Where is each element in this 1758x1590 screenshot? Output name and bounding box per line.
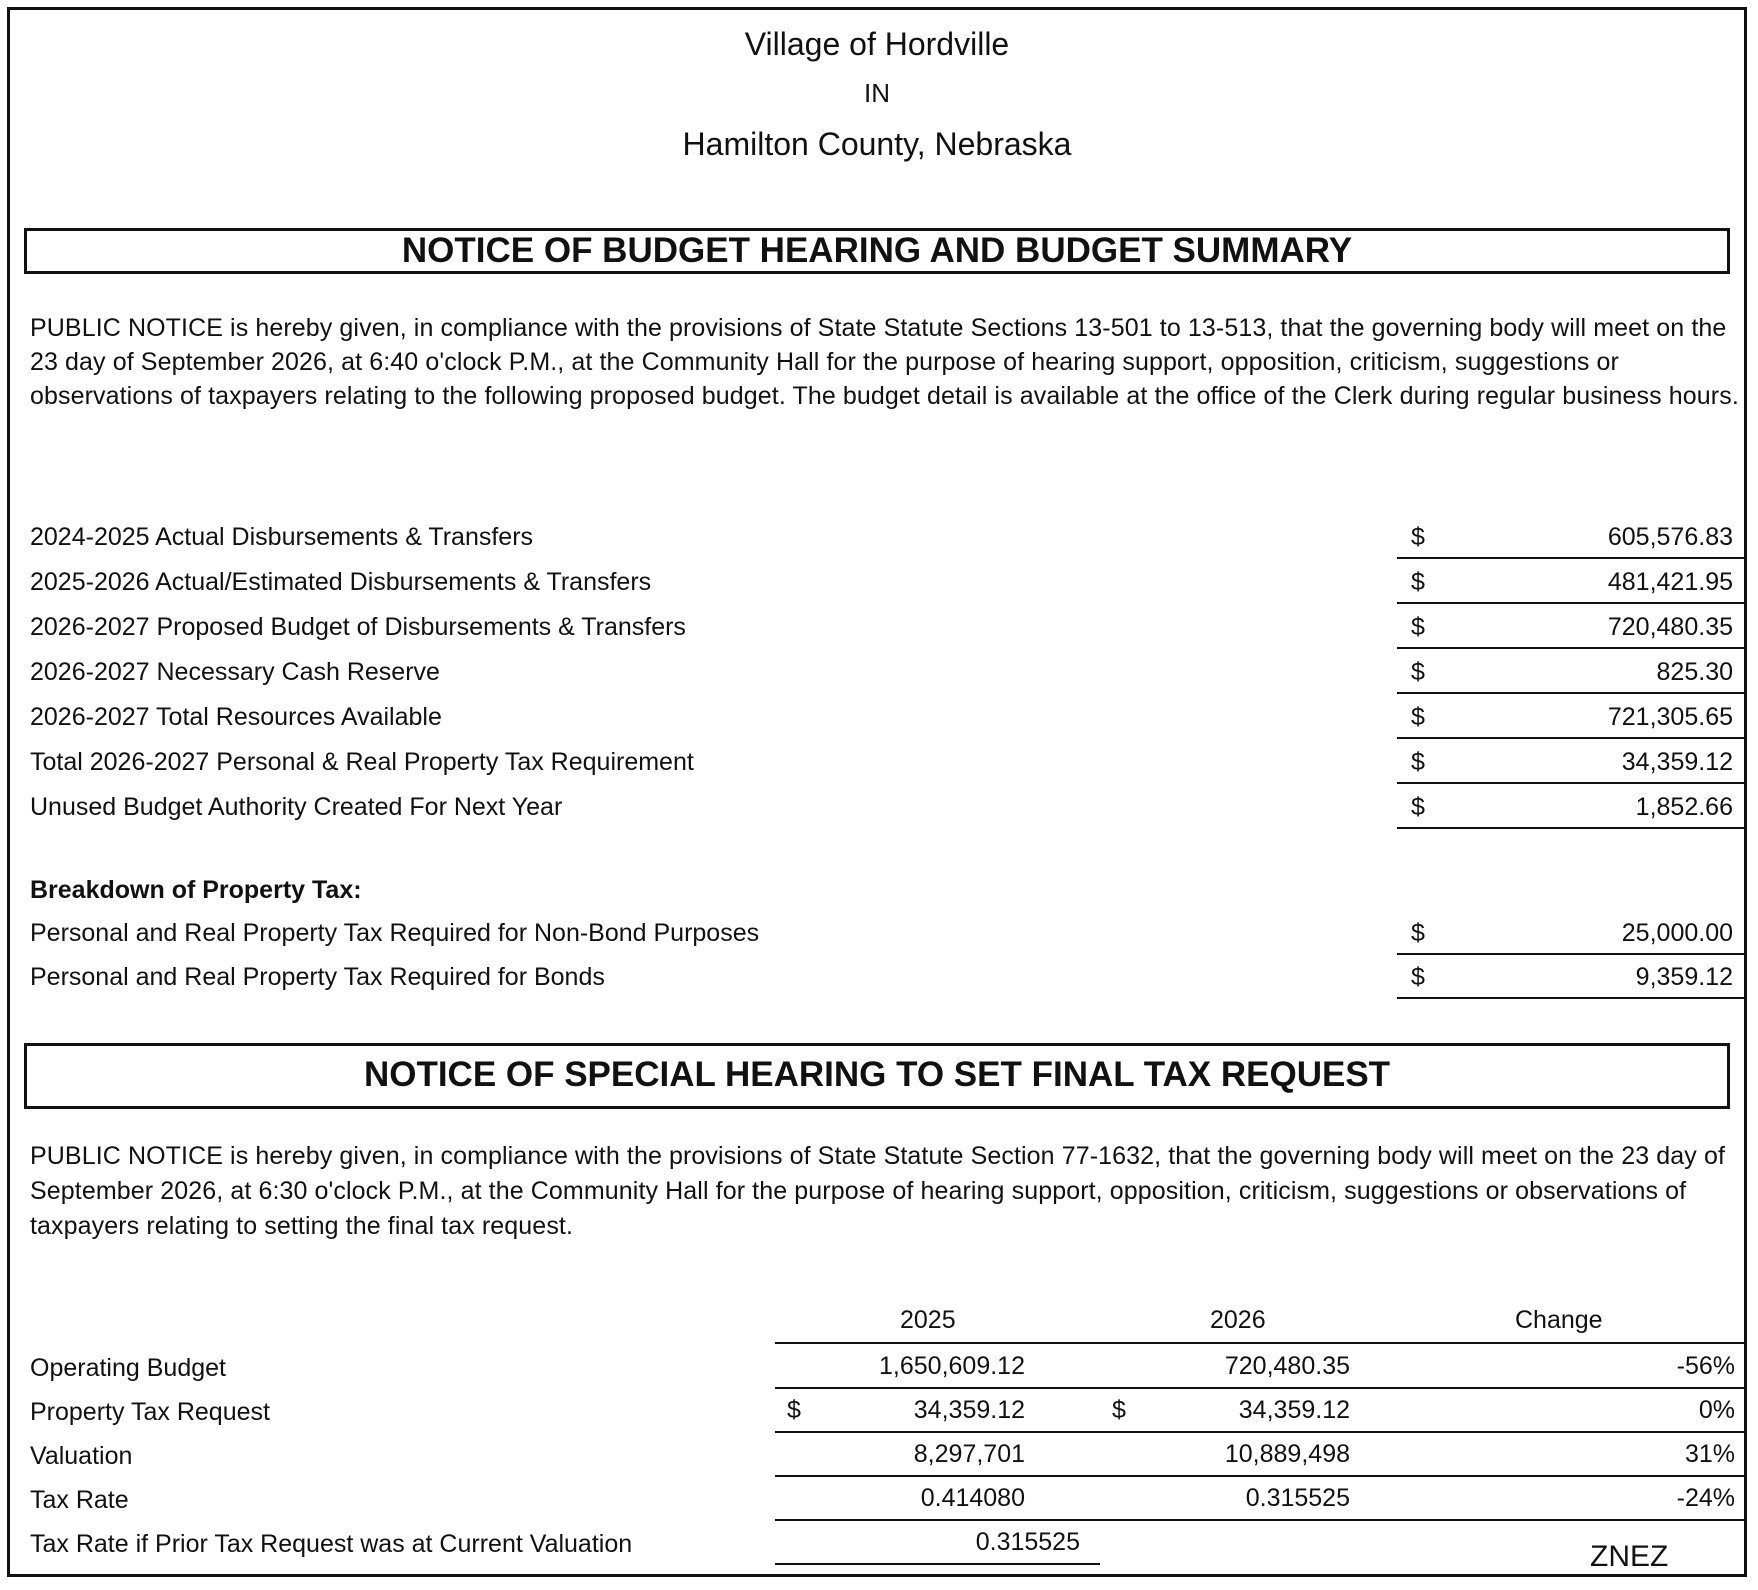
row-label: Operating Budget: [30, 1354, 226, 1382]
table-row: [30, 1477, 1740, 1521]
summary-label: 2026-2027 Necessary Cash Reserve: [30, 658, 440, 686]
currency-symbol: $: [1411, 523, 1425, 551]
summary-amount-cell: [1397, 652, 1747, 694]
currency-symbol: $: [787, 1396, 801, 1424]
county-name: Hamilton County, Nebraska: [682, 126, 1072, 162]
summary-label: 2026-2027 Proposed Budget of Disbursements & Transfers: [30, 613, 686, 641]
summary-amount: 721,305.65: [1607, 703, 1733, 731]
summary-label: 2024-2025 Actual Disbursements & Transfers: [30, 523, 534, 551]
currency-symbol: $: [1411, 963, 1425, 991]
value-2025: 0.414080: [920, 1484, 1025, 1512]
value-2026: 0.315525: [1245, 1484, 1350, 1512]
summary-row: [30, 697, 1740, 741]
breakdown-amount-cell: [1397, 913, 1747, 955]
column-header-2025: 2025: [900, 1306, 956, 1334]
breakdown-amount-cell: [1397, 957, 1747, 999]
breakdown-label: Personal and Real Property Tax Required for Non-Bond Purposes: [30, 919, 760, 947]
row-cells: [775, 1477, 1745, 1521]
table-row-prior-rate: [30, 1521, 1740, 1565]
summary-amount: 481,421.95: [1607, 568, 1733, 596]
currency-symbol: $: [1411, 703, 1425, 731]
breakdown-amount: 25,000.00: [1621, 919, 1733, 947]
breakdown-amount: 9,359.12: [1635, 963, 1733, 991]
row-cells: [775, 1433, 1745, 1477]
summary-amount-cell: [1397, 517, 1747, 559]
currency-symbol: $: [1411, 613, 1425, 641]
tax-hearing-paragraph: PUBLIC NOTICE is hereby given, in compliance with the provisions of State Statute Section 77-1632, that the governing body will meet on the 23 day of September 2026, at 6:30 o'clock P.M., at the Community Hall for the purpose of hearing support, opposition, criticism, suggestions or observations of taxpayers relating to setting the final tax request.: [30, 1142, 1725, 1240]
summary-amount: 720,480.35: [1607, 613, 1733, 641]
summary-row: [30, 562, 1740, 606]
value-2025: 1,650,609.12: [879, 1352, 1025, 1380]
breakdown-heading: Breakdown of Property Tax:: [30, 876, 362, 904]
value-2026: 34,359.12: [1238, 1396, 1350, 1424]
summary-amount: 1,852.66: [1635, 793, 1733, 821]
currency-symbol: $: [1411, 748, 1425, 776]
breakdown-label: Personal and Real Property Tax Required for Bonds: [30, 963, 605, 991]
budget-hearing-paragraph: PUBLIC NOTICE is hereby given, in compliance with the provisions of State Statute Sections 13-501 to 13-513, that the governing body will meet on the 23 day of September 2026, at 6:40 o'clock P.M., at the Community Hall for the purpose of hearing support, opposition, criticism, suggestions or observations of taxpayers relating to the following proposed budget. The budget detail is available at the office of the Clerk during regular business hours.: [30, 314, 1739, 410]
summary-row: [30, 607, 1740, 651]
row-label: Valuation: [30, 1442, 133, 1470]
summary-row: [30, 787, 1740, 831]
breakdown-row: [30, 913, 1740, 957]
value-change: -24%: [1676, 1484, 1735, 1512]
summary-amount-cell: [1397, 742, 1747, 784]
breakdown-row: [30, 957, 1740, 1001]
row-label: Property Tax Request: [30, 1398, 270, 1426]
summary-amount: 605,576.83: [1607, 523, 1733, 551]
summary-amount-cell: [1397, 697, 1747, 739]
column-header-change: Change: [1515, 1306, 1603, 1334]
summary-row: [30, 652, 1740, 696]
table-row: [30, 1389, 1740, 1433]
currency-symbol: $: [1411, 568, 1425, 596]
table-row: [30, 1345, 1740, 1389]
row-label: Tax Rate if Prior Tax Request was at Current Valuation: [30, 1530, 633, 1558]
row-cells: [775, 1521, 1100, 1565]
summary-amount-cell: [1397, 562, 1747, 604]
value-2025: 0.315525: [975, 1528, 1080, 1556]
row-cells: [775, 1389, 1745, 1433]
table-header-rule: [775, 1342, 1745, 1344]
value-2025: 8,297,701: [913, 1440, 1025, 1468]
summary-row: [30, 742, 1740, 786]
summary-row: [30, 517, 1740, 561]
currency-symbol: $: [1411, 919, 1425, 947]
table-row: [30, 1433, 1740, 1477]
tax-hearing-title: NOTICE OF SPECIAL HEARING TO SET FINAL TAX REQUEST: [24, 1043, 1730, 1109]
value-change: 31%: [1684, 1440, 1735, 1468]
budget-notice-page: [7, 7, 1747, 1577]
value-2026: 10,889,498: [1224, 1440, 1350, 1468]
summary-amount: 34,359.12: [1621, 748, 1733, 776]
budget-hearing-title: NOTICE OF BUDGET HEARING AND BUDGET SUMMARY: [24, 228, 1730, 274]
currency-symbol: $: [1411, 793, 1425, 821]
summary-amount: 825.30: [1656, 658, 1733, 686]
summary-amount-cell: [1397, 607, 1747, 649]
summary-label: 2026-2027 Total Resources Available: [30, 703, 442, 731]
value-change: -56%: [1676, 1352, 1735, 1380]
value-change: 0%: [1698, 1396, 1735, 1424]
value-2026: 720,480.35: [1224, 1352, 1350, 1380]
row-cells: [775, 1345, 1745, 1389]
header-in: IN: [864, 78, 890, 108]
village-name: Village of Hordville: [744, 26, 1010, 62]
summary-label: Unused Budget Authority Created For Next Year: [30, 793, 563, 821]
row-label: Tax Rate: [30, 1486, 129, 1514]
stamp-text: ZNEZ: [1590, 1540, 1669, 1573]
summary-label: Total 2026-2027 Personal & Real Property Tax Requirement: [30, 748, 694, 776]
currency-symbol: $: [1112, 1396, 1126, 1424]
column-header-2026: 2026: [1210, 1306, 1266, 1334]
summary-amount-cell: [1397, 787, 1747, 829]
currency-symbol: $: [1411, 658, 1425, 686]
summary-label: 2025-2026 Actual/Estimated Disbursements & Transfers: [30, 568, 652, 596]
value-2025: 34,359.12: [913, 1396, 1025, 1424]
